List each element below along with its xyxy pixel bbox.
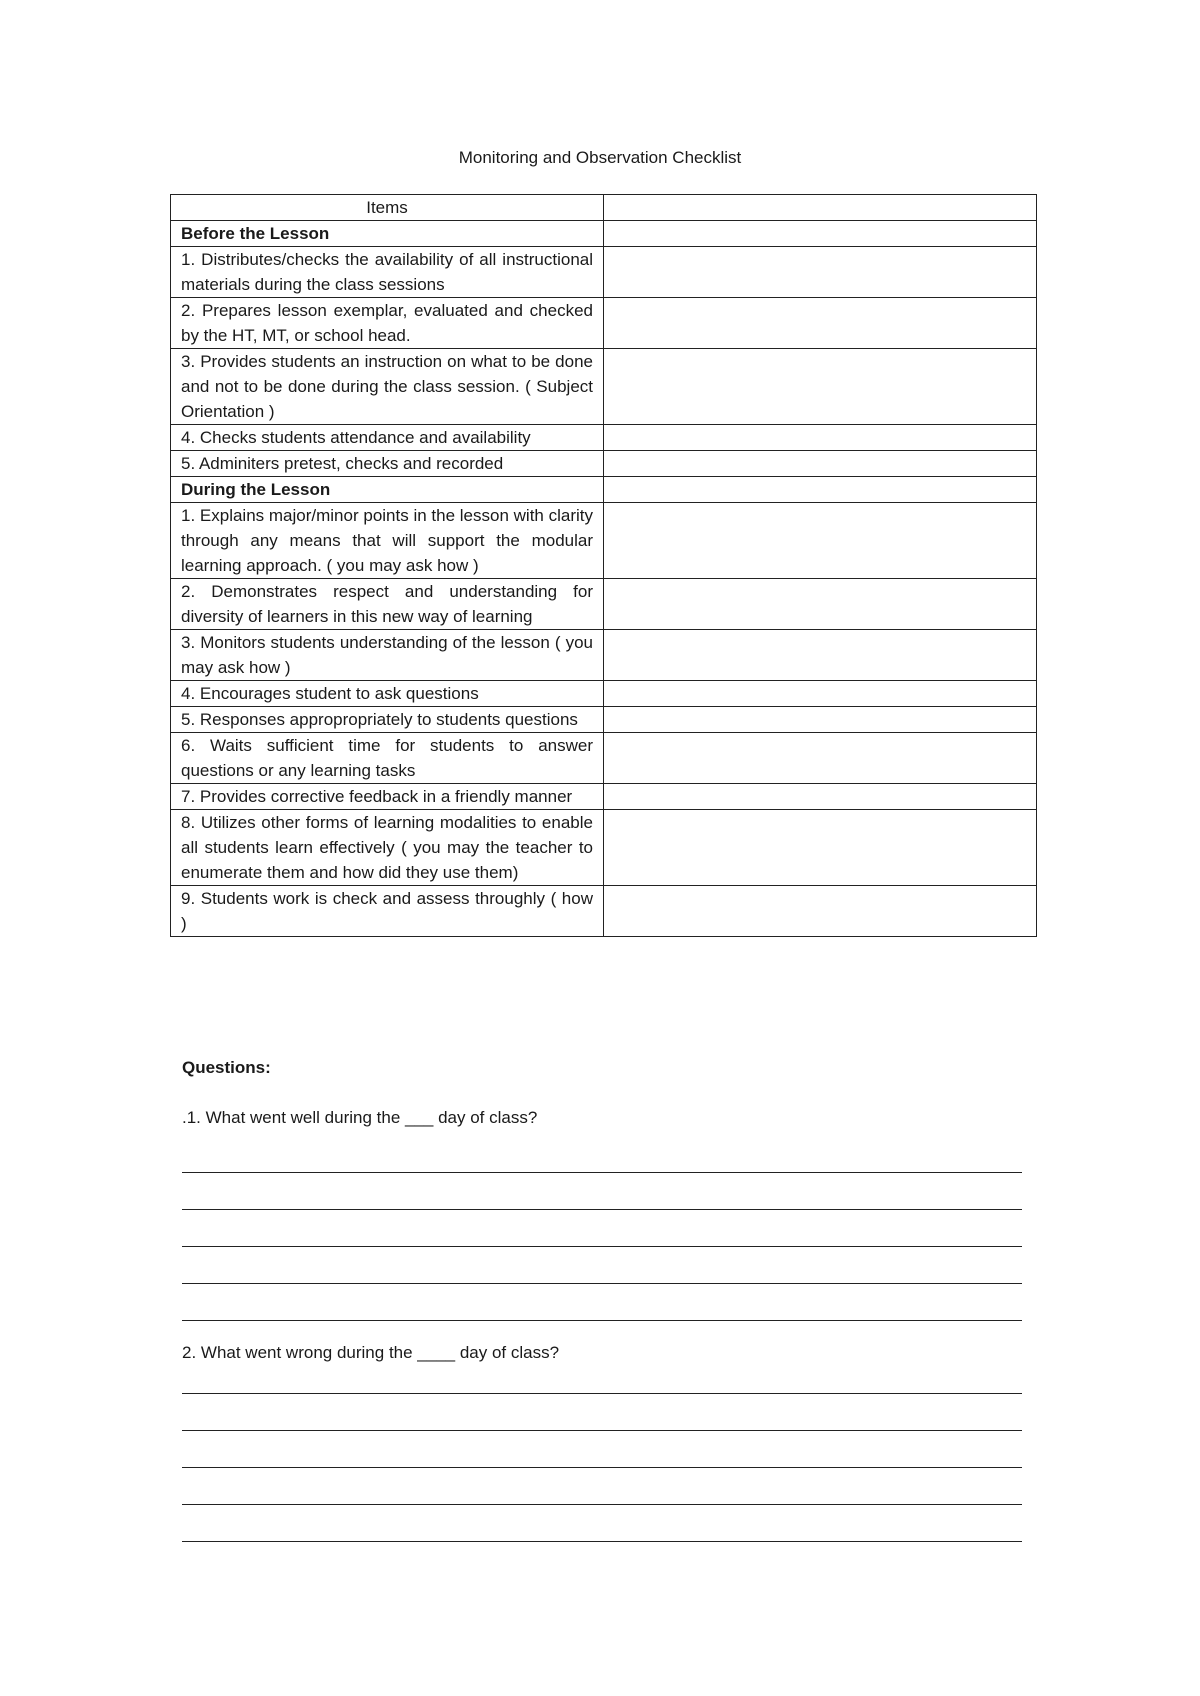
checklist-item: 4. Encourages student to ask questions bbox=[171, 681, 604, 707]
table-row bbox=[171, 886, 1037, 937]
rating-cell[interactable] bbox=[604, 784, 1037, 810]
rating-header bbox=[604, 195, 1037, 221]
section-heading: During the Lesson bbox=[171, 477, 604, 503]
checklist-item: 1. Distributes/checks the availability of all instructional materials during the class sessions bbox=[171, 247, 604, 298]
rating-cell[interactable] bbox=[604, 579, 1037, 630]
table-row bbox=[171, 630, 1037, 681]
table-row bbox=[171, 733, 1037, 784]
checklist-item: 1. Explains major/minor points in the lesson with clarity through any means that will support the modular learning approach. ( you may ask how ) bbox=[171, 503, 604, 579]
checklist-item: 8. Utilizes other forms of learning modalities to enable all students learn effectively ( you may the teacher to enumerate them and how did they use them) bbox=[171, 810, 604, 886]
answer-line[interactable] bbox=[182, 1209, 1022, 1210]
rating-cell[interactable] bbox=[604, 810, 1037, 886]
table-row bbox=[171, 784, 1037, 810]
answer-line[interactable] bbox=[182, 1172, 1022, 1173]
checklist-item: 3. Monitors students understanding of the lesson ( you may ask how ) bbox=[171, 630, 604, 681]
table-row bbox=[171, 579, 1037, 630]
rating-cell[interactable] bbox=[604, 451, 1037, 477]
rating-cell[interactable] bbox=[604, 425, 1037, 451]
rating-cell[interactable] bbox=[604, 733, 1037, 784]
section-row bbox=[171, 221, 1037, 247]
rating-cell[interactable] bbox=[604, 298, 1037, 349]
checklist-item: 5. Responses appropropriately to students questions bbox=[171, 707, 604, 733]
answer-line[interactable] bbox=[182, 1246, 1022, 1247]
rating-cell[interactable] bbox=[604, 707, 1037, 733]
table-row bbox=[171, 247, 1037, 298]
rating-cell[interactable] bbox=[604, 630, 1037, 681]
answer-line[interactable] bbox=[182, 1283, 1022, 1284]
table-row bbox=[171, 298, 1037, 349]
rating-cell[interactable] bbox=[604, 221, 1037, 247]
checklist-item: 5. Adminiters pretest, checks and recorded bbox=[171, 451, 604, 477]
items-header: Items bbox=[171, 195, 604, 221]
checklist-item: 9. Students work is check and assess throughly ( how ) bbox=[171, 886, 604, 937]
document-title: Monitoring and Observation Checklist bbox=[458, 148, 742, 167]
checklist-item: 3. Provides students an instruction on what to be done and not to be done during the class session. ( Subject Orientation ) bbox=[171, 349, 604, 425]
section-row bbox=[171, 477, 1037, 503]
checklist-item: 4. Checks students attendance and availability bbox=[171, 425, 604, 451]
questions-heading: Questions: bbox=[182, 1058, 271, 1077]
table-row bbox=[171, 425, 1037, 451]
answer-line[interactable] bbox=[182, 1430, 1022, 1431]
rating-cell[interactable] bbox=[604, 477, 1037, 503]
answer-line[interactable] bbox=[182, 1320, 1022, 1321]
table-row bbox=[171, 349, 1037, 425]
rating-cell[interactable] bbox=[604, 247, 1037, 298]
table-row bbox=[171, 503, 1037, 579]
checklist-table bbox=[170, 194, 1037, 937]
rating-cell[interactable] bbox=[604, 349, 1037, 425]
checklist-item: 6. Waits sufficient time for students to answer questions or any learning tasks bbox=[171, 733, 604, 784]
rating-cell[interactable] bbox=[604, 681, 1037, 707]
section-heading: Before the Lesson bbox=[171, 221, 604, 247]
table-row bbox=[171, 707, 1037, 733]
answer-line[interactable] bbox=[182, 1541, 1022, 1542]
table-row bbox=[171, 681, 1037, 707]
question-1: .1. What went well during the ___ day of class? bbox=[182, 1108, 538, 1127]
table-row bbox=[171, 810, 1037, 886]
rating-cell[interactable] bbox=[604, 503, 1037, 579]
checklist-item: 2. Demonstrates respect and understanding for diversity of learners in this new way of learning bbox=[171, 579, 604, 630]
checklist-item: 7. Provides corrective feedback in a friendly manner bbox=[171, 784, 604, 810]
answer-line[interactable] bbox=[182, 1393, 1022, 1394]
rating-cell[interactable] bbox=[604, 886, 1037, 937]
answer-line[interactable] bbox=[182, 1467, 1022, 1468]
table-row bbox=[171, 451, 1037, 477]
answer-line[interactable] bbox=[182, 1504, 1022, 1505]
checklist-item: 2. Prepares lesson exemplar, evaluated and checked by the HT, MT, or school head. bbox=[171, 298, 604, 349]
table-header-row bbox=[171, 195, 1037, 221]
question-2: 2. What went wrong during the ____ day of class? bbox=[182, 1343, 560, 1362]
